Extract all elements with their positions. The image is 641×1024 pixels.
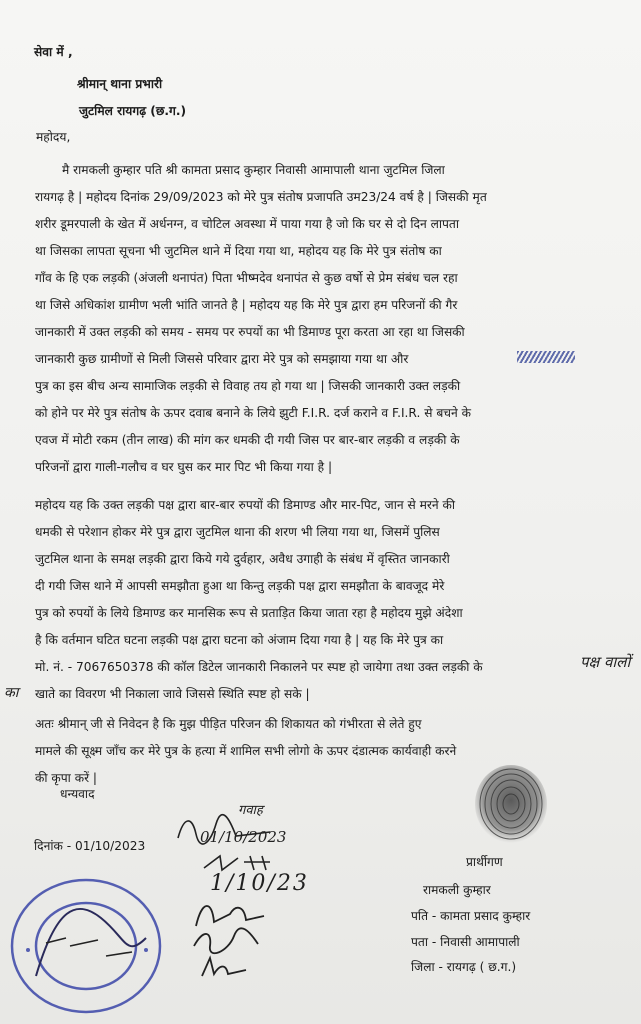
applicant-label: प्रार्थीगण: [466, 855, 503, 869]
paragraph-3-line: की कृपा करें |: [35, 771, 98, 785]
paragraph-2-line: मो. नं. - 7067650378 की कॉल डिटेल जानकारी निकालने पर स्पष्ट हो जायेगा तथा उक्त लड़की के: [35, 660, 483, 674]
paragraph-1-line: पुत्र का इस बीच अन्य सामाजिक लड़की से विवाह तय हो गया था | जिसकी जानकारी उक्त लड़की: [35, 379, 461, 393]
paragraph-2-line: महोदय यह कि उक्त लड़की पक्ष द्वारा बार-बार रुपयों की डिमाण्ड और मार-पिट, जान से मरने की: [35, 498, 456, 512]
paragraph-1-line: था जिसे अधिकांश ग्रामीण भली भांति जानते है | महोदय यह कि मेरे पुत्र द्वारा हम परिजनों की गैर: [35, 298, 458, 312]
paragraph-2-line: दी गयी जिस थाने में आपसी समझौता हुआ था किन्तु लड़की पक्ष द्वारा समझौता के बावजूद मेरे: [35, 579, 445, 593]
salutation-to: सेवा में ,: [34, 45, 73, 59]
paragraph-1-line: जानकारी कुछ ग्रामीणों से मिली जिससे परिवार द्वारा मेरे पुत्र को समझाया गया था और: [35, 352, 409, 366]
witness-signature-5: [196, 952, 256, 982]
paragraph-1-line: परिजनों द्वारा गाली-गलौच व घर घुस कर मार पिट भी किया गया है |: [35, 460, 333, 474]
paragraph-3-line: अतः श्रीमान् जी से निवेदन है कि मुझ पीड़ित परिजन की शिकायत को गंभीरता से लेते हुए: [35, 717, 422, 731]
addressee-line-1: श्रीमान् थाना प्रभारी: [77, 77, 163, 91]
paragraph-1-line: मै रामकली कुम्हार पति श्री कामता प्रसाद कुम्हार निवासी आमापाली थाना जुटमिल जिला: [62, 163, 445, 177]
paragraph-3-line: मामले की सूक्ष्म जाँच कर मेरे पुत्र के हत्या में शामिल सभी लोगो के ऊपर दंडात्मक कार्यवाही करने: [35, 744, 457, 758]
greeting: महोदय,: [36, 130, 71, 144]
ink-scribble: [517, 351, 575, 363]
witness-heading: गवाह: [238, 803, 263, 818]
paragraph-2-line: धमकी से परेशान होकर मेरे पुत्र द्वारा जुटमिल थाना की शरण भी लिया गया था, जिसमें पुलिस: [35, 525, 440, 539]
witness-signature-2: [200, 852, 290, 874]
addressee-line-2: जुटमिल रायगढ़ (छ.ग.): [79, 104, 187, 118]
witness-date-2: 1/10/23: [210, 871, 309, 896]
handwritten-margin-prefix: का: [4, 685, 19, 701]
paragraph-2-line: है कि वर्तमान घटित घटना लड़की पक्ष द्वारा घटना को अंजाम दिया गया है | यह कि मेरे पुत्र का: [35, 633, 444, 647]
thumbprint-icon: [470, 762, 552, 846]
applicant-husband: पति - कामता प्रसाद कुम्हार: [411, 909, 531, 923]
applicant-district: जिला - रायगढ़ ( छ.ग.): [411, 960, 517, 974]
paragraph-1-line: जानकारी में उक्त लड़की को समय - समय पर रुपयों का भी डिमाण्ड पूरा करता आ रहा था जिसकी: [35, 325, 465, 339]
paragraph-1-line: रायगढ़ है | महोदय दिनांक 29/09/2023 को मेरे पुत्र संतोष प्रजापति उम23/24 वर्ष है | जिसकी मृत: [35, 190, 487, 204]
paragraph-1-line: शरीर डूमरपाली के खेत में अर्धनग्न, व चोटिल अवस्था में पाया गया है जो कि घर से दो दिन लापता: [35, 217, 460, 231]
date-line: दिनांक - 01/10/2023: [34, 839, 146, 853]
paragraph-2-line: खाते का विवरण भी निकाला जावे जिससे स्थिति स्पष्ट हो सके |: [35, 687, 310, 701]
paragraph-1-line: गाँव के हि एक लड़की (अंजली थनापंत) पिता भीष्मदेव थनापंत से कुछ वर्षो से प्रेम संबंध चल रहा: [35, 271, 458, 285]
police-station-stamp: [6, 868, 176, 1018]
witness-date-1: 01/10/2023: [200, 828, 287, 846]
applicant-name: रामकली कुम्हार: [423, 883, 491, 897]
paragraph-1-line: था जिसका लापता सूचना भी जुटमिल थाने में दिया गया था, महोदय यह कि मेरे पुत्र संतोष का: [35, 244, 442, 258]
handwritten-margin-note: पक्ष वालों: [580, 653, 631, 671]
paragraph-2-line: पुत्र को रुपयों के लिये डिमाण्ड कर मानसिक रूप से प्रताड़ित किया जाता रहा है महोदय मुझे अंदेशा: [35, 606, 463, 620]
applicant-address: पता - निवासी आमापाली: [411, 935, 520, 949]
paragraph-1-line: को होने पर मेरे पुत्र संतोष के ऊपर दवाब बनाने के लिये झुटी F.I.R. दर्ज कराने व F.I.R. से बचने के: [35, 406, 472, 420]
witness-signature-1: [170, 810, 280, 850]
paragraph-2-line: जुटमिल थाना के समक्ष लड़की द्वारा किये गये दुर्वहार, अवैध उगाही के संबंध में वृस्तित जानकारी: [35, 552, 450, 566]
thanks-text: धन्यवाद: [60, 787, 95, 801]
paragraph-1-line: एवज में मोटी रकम (तीन लाख) की मांग कर धमकी दी गयी जिस पर बार-बार लड़की व लड़की के: [35, 433, 460, 447]
